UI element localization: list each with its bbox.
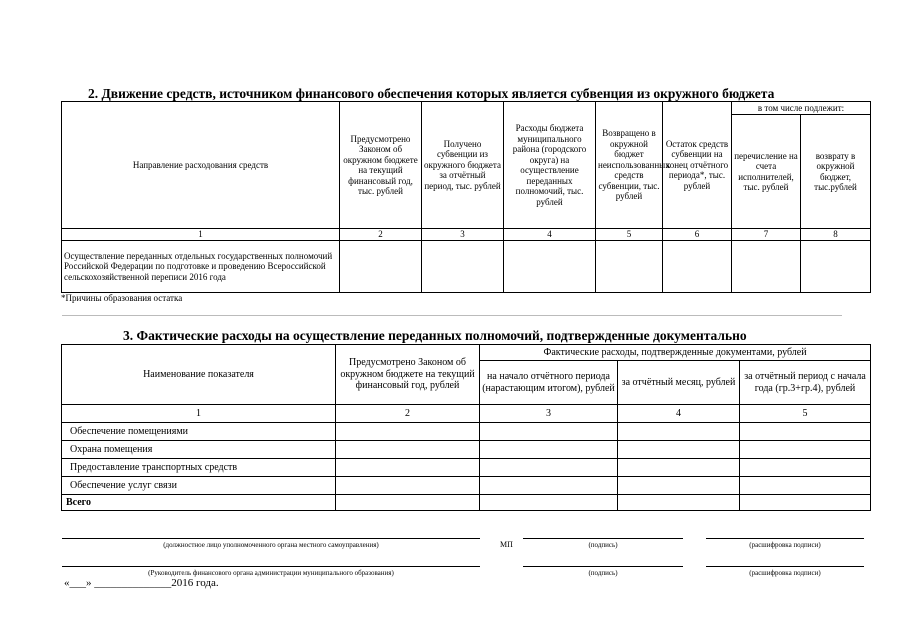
table-row (62, 441, 871, 459)
row-label: Обеспечение помещениями (62, 423, 336, 441)
col-number-2: 2 (340, 229, 422, 241)
col-number-2: 2 (336, 405, 480, 423)
decode-line[interactable] (706, 538, 864, 539)
cell-returned[interactable] (596, 241, 663, 293)
value-cell[interactable] (336, 441, 480, 459)
signature-line[interactable] (523, 566, 683, 567)
col-number-5: 5 (740, 405, 871, 423)
header-actual: Фактические расходы, подтвержденные документами, рублей (480, 345, 871, 361)
total-cell[interactable] (480, 495, 618, 511)
table-row (62, 459, 871, 477)
row-label: Обеспечение услуг связи (62, 477, 336, 495)
header-transfer: перечисление на счета исполнителей, тыс. рублей (732, 115, 801, 229)
cell-refund[interactable] (801, 241, 871, 293)
official-caption: (должностное лицо уполномоченного органа местного самоуправления) (163, 541, 379, 549)
value-cell[interactable] (740, 459, 871, 477)
value-cell[interactable] (618, 423, 740, 441)
header-direction: Направление расходования средств (62, 102, 340, 229)
col-number-4: 4 (504, 229, 596, 241)
value-cell[interactable] (740, 423, 871, 441)
value-cell[interactable] (480, 459, 618, 477)
total-cell[interactable] (740, 495, 871, 511)
value-cell[interactable] (336, 423, 480, 441)
col-number-6: 6 (663, 229, 732, 241)
header-received: Получено субвенции из окружного бюджета за отчётный период, тыс. рублей (422, 102, 504, 229)
seal-placeholder: МП (500, 540, 513, 549)
cell-received[interactable] (422, 241, 504, 293)
col-number-8: 8 (801, 229, 871, 241)
cell-transfer[interactable] (732, 241, 801, 293)
col-number-1: 1 (62, 405, 336, 423)
row-label: Охрана помещения (62, 441, 336, 459)
col-number-3: 3 (422, 229, 504, 241)
decode-line[interactable] (706, 566, 864, 567)
value-cell[interactable] (618, 459, 740, 477)
total-cell[interactable] (336, 495, 480, 511)
table-row (62, 423, 871, 441)
header-month: за отчётный месяц, рублей (618, 361, 740, 405)
remainder-footnote: *Причины образования остатка (61, 293, 183, 303)
col-number-4: 4 (618, 405, 740, 423)
value-cell[interactable] (618, 441, 740, 459)
header-remainder: Остаток средств субвенции на конец отчётного периода*, тыс. рублей (663, 102, 732, 229)
value-cell[interactable] (480, 477, 618, 495)
signature-line[interactable] (523, 538, 683, 539)
table-row-total (62, 495, 871, 511)
official-signature-line[interactable] (62, 538, 480, 539)
row-label: Предоставление транспортных средств (62, 459, 336, 477)
header-planned-rub: Предусмотрено Законом об окружном бюджете на текущий финансовый год, рублей (336, 345, 480, 405)
table-row (62, 477, 871, 495)
cell-planned[interactable] (340, 241, 422, 293)
decode-caption: (расшифровка подписи) (749, 541, 821, 549)
col-number-3: 3 (480, 405, 618, 423)
header-including: в том числе подлежит: (732, 102, 871, 115)
date-line[interactable]: «___» ______________2016 года. (64, 577, 219, 589)
divider (62, 315, 842, 316)
table-row-label: Осуществление переданных отдельных государственных полномочий Российской Федерации по подготовке и проведению Всероссийской сельскохозяйственной переписи 2016 года (62, 241, 340, 293)
head-signature-line[interactable] (62, 566, 480, 567)
decode-caption: (расшифровка подписи) (749, 569, 821, 577)
value-cell[interactable] (336, 459, 480, 477)
section2-title: 2. Движение средств, источником финансового обеспечения которых является субвенция из окружного бюджета (88, 86, 775, 101)
subvention-movement-table (61, 101, 871, 293)
col-number-1: 1 (62, 229, 340, 241)
header-spent: Расходы бюджета муниципального района (городского округа) на осуществление переданных полномочий, тыс. рублей (504, 102, 596, 229)
col-number-5: 5 (596, 229, 663, 241)
header-returned: Возвращено в окружной бюджет неиспользованных средств субвенции, тыс. рублей (596, 102, 663, 229)
header-indicator: Наименование показателя (62, 345, 336, 405)
header-period: за отчётный период с начала года (гр.3+гр.4), рублей (740, 361, 871, 405)
actual-expenses-table (61, 344, 871, 511)
value-cell[interactable] (336, 477, 480, 495)
header-start: на начало отчётного периода (нарастающим итогом), рублей (480, 361, 618, 405)
sign-caption: (подпись) (588, 569, 618, 577)
header-planned: Предусмотрено Законом об окружном бюджете на текущий финансовый год, тыс. рублей (340, 102, 422, 229)
col-number-7: 7 (732, 229, 801, 241)
value-cell[interactable] (480, 423, 618, 441)
header-refund: возврату в окружной бюджет, тыс.рублей (801, 115, 871, 229)
value-cell[interactable] (740, 441, 871, 459)
total-label: Всего (62, 495, 336, 511)
cell-remainder[interactable] (663, 241, 732, 293)
value-cell[interactable] (740, 477, 871, 495)
section3-title: 3. Фактические расходы на осуществление переданных полномочий, подтвержденные документально (123, 328, 747, 343)
total-cell[interactable] (618, 495, 740, 511)
sign-caption: (подпись) (588, 541, 618, 549)
cell-spent[interactable] (504, 241, 596, 293)
value-cell[interactable] (480, 441, 618, 459)
head-caption: (Руководитель финансового органа администрации муниципального образования) (148, 569, 394, 577)
value-cell[interactable] (618, 477, 740, 495)
